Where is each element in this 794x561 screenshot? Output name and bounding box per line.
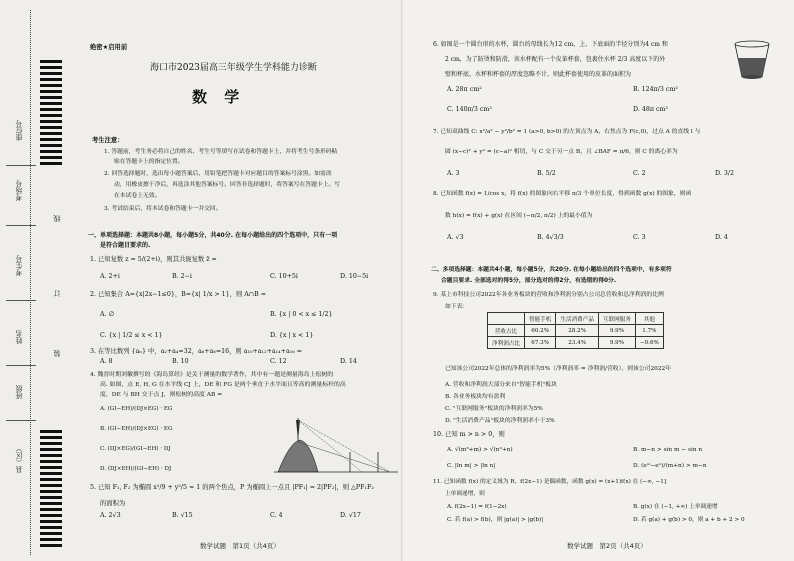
option: D. 4 xyxy=(715,234,728,241)
option: C. |ln m| > |ln n| xyxy=(447,463,496,469)
option: C. (DJ×EG)/(GI−EH) · DJ xyxy=(100,446,171,452)
option: D. (eᵐ−eⁿ)/(m+n) > m−n xyxy=(633,463,707,469)
option: D. "生活消费产品"板块的净利润率小于3% xyxy=(445,418,555,424)
table-header-cell: 智能手机 xyxy=(524,313,555,325)
question-5: 5. 已知 F₁, F₂ 为椭圆 x²/9 + y²/5 = 1 的两个焦点，P 为椭圆上一点且 |PF₁| = 2|PF₂|，则 △PF₁F₂ xyxy=(90,484,374,491)
table-cell: 营收占比 xyxy=(488,325,525,337)
option: B. √15 xyxy=(172,512,193,519)
notice-line: 2. 回答选择题时，选出每小题答案后，用铅笔把答题卡对应题目的答案标号涂黑。如需改 xyxy=(104,171,332,177)
option: A. √(m³+m) > √(n³+n) xyxy=(447,447,513,453)
question-4: 4. 魏晋时期刘徽撰写的《海岛算经》是关于测量的数学著作，其中有一题是测量海岛上松树的 xyxy=(90,372,334,378)
option: B. 10 xyxy=(172,358,189,365)
option: D. 48π cm² xyxy=(633,106,669,113)
margin-label: 班级 xyxy=(15,385,23,399)
option: B. 2−i xyxy=(172,273,192,280)
question-9: 已知该公司2022年总体的净利润率为5%（净利润率 = 净利润/营收），则该公司2022年 xyxy=(445,366,672,372)
fill-line xyxy=(6,365,36,366)
table-cell: 60.2% xyxy=(524,325,555,337)
option: A. √3 xyxy=(447,234,464,241)
cut-mark: 订 xyxy=(53,290,61,297)
table-header-cell xyxy=(488,313,525,325)
option: B. 5/2 xyxy=(537,170,556,177)
option: A. 8 xyxy=(100,358,113,365)
notice-title: 考生注意： xyxy=(92,137,124,144)
question-7: 圆 (x−c)² + y² = (c−a)² 相切，与 C 交于另一点 B，且 ∠BAF = π/6，则 C 的离心率为 xyxy=(445,149,678,155)
section-heading: 是符合题目要求的. xyxy=(100,242,151,249)
option: C. 12 xyxy=(270,358,287,365)
option: A. f(2x−1) = f(1−2x) xyxy=(447,504,507,510)
option: B. {x | 0 < x ≤ 1/2} xyxy=(270,311,333,318)
option: A. 28π cm² xyxy=(447,86,482,93)
option: C. 4 xyxy=(270,512,283,519)
fill-line xyxy=(6,300,36,301)
section-heading: 一、单项选择题：本题共8小题，每小题5分，共40分. 在每小题给出的四个选项中，只有一项 xyxy=(88,232,338,239)
option: C. 10+5i xyxy=(270,273,298,280)
fill-line xyxy=(6,165,36,166)
option: C. 若 f(a) > f(b)，则 |g(a)| > |g(b)| xyxy=(447,517,544,523)
question-3: 3. 在等比数列 {aₙ} 中，a₂+a₄=32，a₆+a₈=16，则 a₁₀+a₁₂+a₁₄+a₁₆ = xyxy=(90,348,303,355)
question-5: 的面积为 xyxy=(100,500,126,507)
option: D. (DJ×EH)/(GI−EH) · DJ xyxy=(100,466,172,472)
table-cell: 9.9% xyxy=(598,337,635,349)
notice-line: 贴在答题卡上的指定位置。 xyxy=(114,159,184,165)
option: B. g(x) 在 (−1, +∞) 上单调递增 xyxy=(633,504,718,510)
margin-label: 县（区） xyxy=(15,445,23,473)
option: A. 2√3 xyxy=(100,512,121,519)
option: B. 124π/3 cm² xyxy=(633,86,678,93)
option: B. 4√3/3 xyxy=(537,234,564,241)
option: C. 2 xyxy=(633,170,646,177)
question-6: 壁和杯底，水杯和杯套的厚度忽略不计，则此杯套使用的皮革的面积为 xyxy=(445,71,632,78)
section-heading: 合题目要求. 全部选对的得5分，部分选对的得2分，有选错的得0分. xyxy=(441,278,617,284)
table-cell: 1.7% xyxy=(635,325,663,337)
option: A. ∅ xyxy=(100,311,115,318)
barcode-strip xyxy=(40,430,62,550)
question-7: 7. 已知双曲线 C: x²/a² − y²/b² = 1 (a>0, b>0) 的左顶点为 A，右焦点为 F(c,0)，过点 A 的直线 l 与 xyxy=(433,129,701,135)
table-cell: 9.9% xyxy=(598,325,635,337)
option: D. 10−5i xyxy=(340,273,369,280)
option: C. 3 xyxy=(633,234,646,241)
cup-diagram xyxy=(733,40,771,80)
table-cell: 23.4% xyxy=(556,337,599,349)
island-pine-diagram xyxy=(270,412,400,478)
notice-line: 在本试卷上无效。 xyxy=(114,193,161,199)
table-header-cell: 互联网服务 xyxy=(598,313,635,325)
table-row xyxy=(488,337,664,349)
table-row xyxy=(488,325,664,337)
page-footer: 数学试题 第1页（共4页） xyxy=(200,542,280,550)
option: D. √17 xyxy=(340,512,361,519)
question-10: 10. 已知 m > n > 0，则 xyxy=(433,431,505,438)
margin-label: 考场号 xyxy=(15,180,23,201)
notice-line: 3. 考试结束后，将本试卷和答题卡一并交回。 xyxy=(104,206,222,212)
binding-margin xyxy=(0,0,64,561)
exam-title: 海口市2023届高三年级学生学科能力诊断 xyxy=(150,63,317,73)
cut-mark: 线 xyxy=(53,215,61,222)
margin-label: 考生号 xyxy=(15,255,23,276)
margin-label: 座位号 xyxy=(15,120,23,141)
question-8: 数 h(x) = f(x) + g(x) 在区间 (−π/2, π/2) 上的最小值为 xyxy=(445,213,593,219)
option: A. (GI−EH)/(DJ×EG) · EG xyxy=(100,406,173,412)
confidential-header: 绝密★启用前 xyxy=(90,44,128,51)
fill-line xyxy=(6,420,36,421)
subject-title: 数 学 xyxy=(192,88,246,106)
option: D. 3/2 xyxy=(715,170,734,177)
option: A. 3 xyxy=(447,170,460,177)
option: A. 2+i xyxy=(100,273,120,280)
question-8: 8. 已知函数 f(x) = 1/cos x，将 f(x) 的图象向右平移 π/3 个单位长度，得到函数 g(x) 的图象，则函 xyxy=(433,191,692,197)
table-cell: 28.2% xyxy=(556,325,599,337)
question-9: 9. 某上市科技公司2022年各业务板块的营收和净利润分别占公司总营收和总净利润的比例 xyxy=(433,292,664,298)
option: A. 营收和净利润大部分来自"智能手机"板块 xyxy=(445,382,557,388)
question-11: 11. 已知函数 f(x) 的定义域为 R，f(2x−1) 是偶函数，函数 g(x) = (x+1)f(x) 在 (−∞, −1] xyxy=(433,479,667,485)
question-4: 高. 如图，点 E, H, G 在水平线 CJ 上，DE 和 FG 是两个垂直于水平面且等高的测量标杆的高 xyxy=(100,382,346,388)
option: C. "互联网服务"板块的净利润率为5% xyxy=(445,406,543,412)
table-header-cell: 生活消费产品 xyxy=(556,313,599,325)
cut-mark: 装 xyxy=(53,350,61,357)
section-heading: 二、多项选择题：本题共4小题，每小题5分，共20分. 在每小题给出的四个选项中，有多项符 xyxy=(431,267,672,273)
option: D. 若 g(a) + g(b) > 0，则 a + b + 2 > 0 xyxy=(633,517,745,523)
option: C. {x | 1/2 ≤ x < 1} xyxy=(100,332,163,339)
question-9: 如下表： xyxy=(445,304,469,310)
notice-line: 1. 答题前，考生务必将自己的姓名、考生号等填写在试卷和答题卡上，并将考生号条形码粘 xyxy=(104,149,338,155)
question-2: 2. 已知集合 A={x|2x−1≤0}，B={x| 1/x > 1}，则 A∩B = xyxy=(90,291,267,298)
question-6: 2 cm，为了防烫和防滑，该水杯配有一个皮革杯套，包裹住水杯 2/3 高度以下的外 xyxy=(445,56,666,63)
option: B. m−n > sin m − sin n xyxy=(633,447,703,453)
fill-line xyxy=(6,225,36,226)
table-cell: 67.3% xyxy=(524,337,555,349)
table-cell: −0.6% xyxy=(635,337,663,349)
page-right xyxy=(405,0,794,561)
option: C. 140π/3 cm² xyxy=(447,106,492,113)
cut-line xyxy=(30,10,31,555)
notice-line: 动，用橡皮擦干净后，再选涂其他答案标号。回答非选择题时，将答案写在答题卡上。写 xyxy=(114,182,341,188)
question-6: 6. 如图是一个圆台形的水杯，圆台的母线长为12 cm，上、下底面的半径分别为4 cm 和 xyxy=(433,41,668,48)
option: B. (GI−EH)/(DJ×EG) · EG xyxy=(100,426,173,432)
question-4: 度，DE 与 BH 交于点 J，则松树的高度 AB = xyxy=(100,392,223,398)
option: D. 14 xyxy=(340,358,357,365)
question-11: 上单调递增，则 xyxy=(445,491,485,497)
business-share-table xyxy=(487,312,664,349)
table-header-row xyxy=(488,313,664,325)
table-cell: 净利润占比 xyxy=(488,337,525,349)
margin-label: 姓名 xyxy=(15,330,23,344)
option: D. {x | x < 1} xyxy=(270,332,314,339)
page-footer: 数学试题 第2页（共4页） xyxy=(567,542,647,550)
question-1: 1. 已知复数 z = 5/(2+i)，则其共轭复数 z̄ = xyxy=(90,256,217,263)
option: B. 各业务板块均有盈利 xyxy=(445,394,506,400)
table-header-cell: 其他 xyxy=(635,313,663,325)
barcode-strip xyxy=(40,60,62,168)
